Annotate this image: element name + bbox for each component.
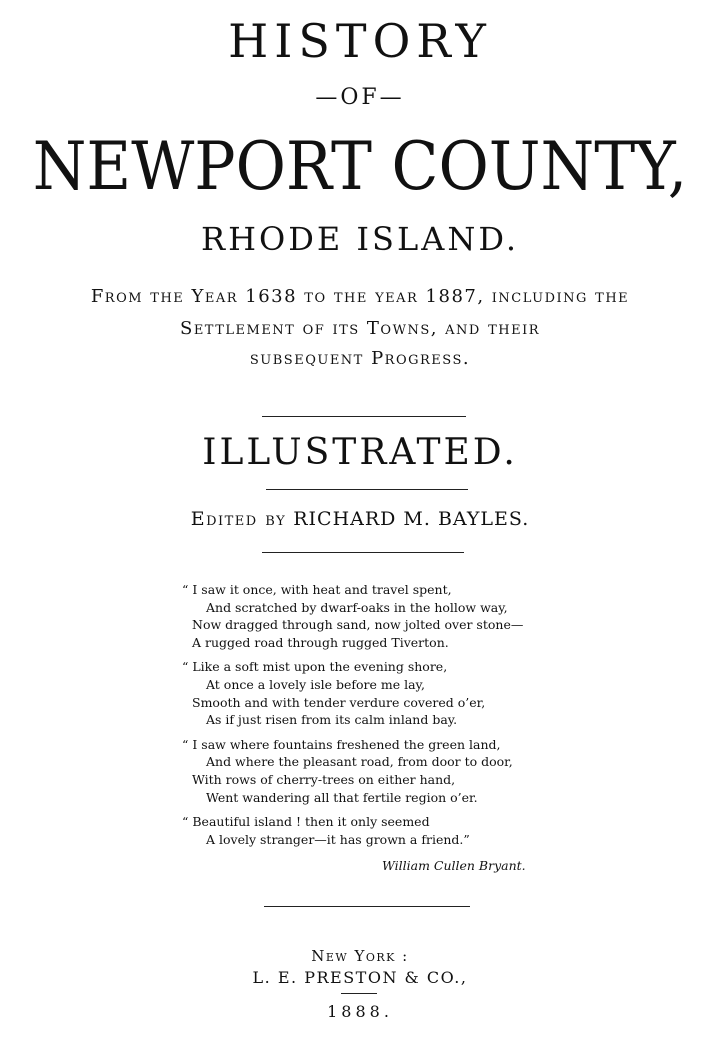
illustrated-heading: ILLUSTRATED. [202, 432, 518, 473]
poem-line: “ Beautiful island ! then it only seemed [182, 814, 430, 830]
editor-credit [0, 508, 720, 530]
publication-year: 1888. [327, 1002, 393, 1021]
poem-line: “ Like a soft mist upon the evening shore, [182, 659, 448, 675]
title-history: HISTORY [228, 14, 492, 68]
poem-stanza [178, 736, 598, 806]
poem-stanza [178, 581, 598, 651]
poem-attribution: William Cullen Bryant. [382, 858, 526, 873]
title-state: RHODE ISLAND. [200, 220, 520, 258]
poem-line: A rugged road through rugged Tiverton. [192, 634, 449, 650]
poem-line: As if just risen from its calm inland bay. [206, 712, 458, 728]
poem-line: Went wandering all that fertile region o’er. [206, 789, 478, 805]
poem-epigraph [178, 581, 598, 855]
subtitle-line-1: From the Year 1638 to the year 1887, including the [90, 286, 630, 307]
poem-line: Now dragged through sand, now jolted over stone— [192, 617, 524, 633]
editor-prefix: Edited by [190, 508, 287, 530]
divider-rule-short [341, 993, 377, 994]
poem-line: “ I saw where fountains freshened the green land, [182, 736, 501, 752]
poem-line: And where the pleasant road, from door to door, [206, 754, 513, 770]
divider-rule-3 [262, 552, 464, 553]
divider-rule-4 [264, 906, 470, 907]
divider-rule-2 [266, 489, 468, 490]
publisher-city: New York : [311, 947, 409, 965]
divider-rule-1 [262, 416, 466, 417]
subtitle-line-3: subsequent Progress. [249, 348, 471, 369]
title-county: NEWPORT COUNTY, [32, 128, 688, 205]
subtitle-line-2: Settlement of its Towns, and their [179, 318, 540, 339]
publisher-name: L. E. PRESTON & CO., [252, 968, 468, 987]
poem-line: With rows of cherry-trees on either hand, [192, 771, 456, 787]
editor-name: RICHARD M. BAYLES. [293, 508, 530, 530]
poem-stanza [178, 813, 598, 848]
poem-line: And scratched by dwarf-oaks in the hollow way, [206, 599, 508, 615]
poem-stanza [178, 658, 598, 728]
title-of: —OF— [315, 85, 405, 110]
poem-line: A lovely stranger—it has grown a friend.” [206, 831, 470, 847]
poem-line: Smooth and with tender verdure covered o’er, [192, 694, 486, 710]
poem-line: At once a lovely isle before me lay, [206, 676, 425, 692]
poem-line: “ I saw it once, with heat and travel spent, [182, 582, 452, 597]
